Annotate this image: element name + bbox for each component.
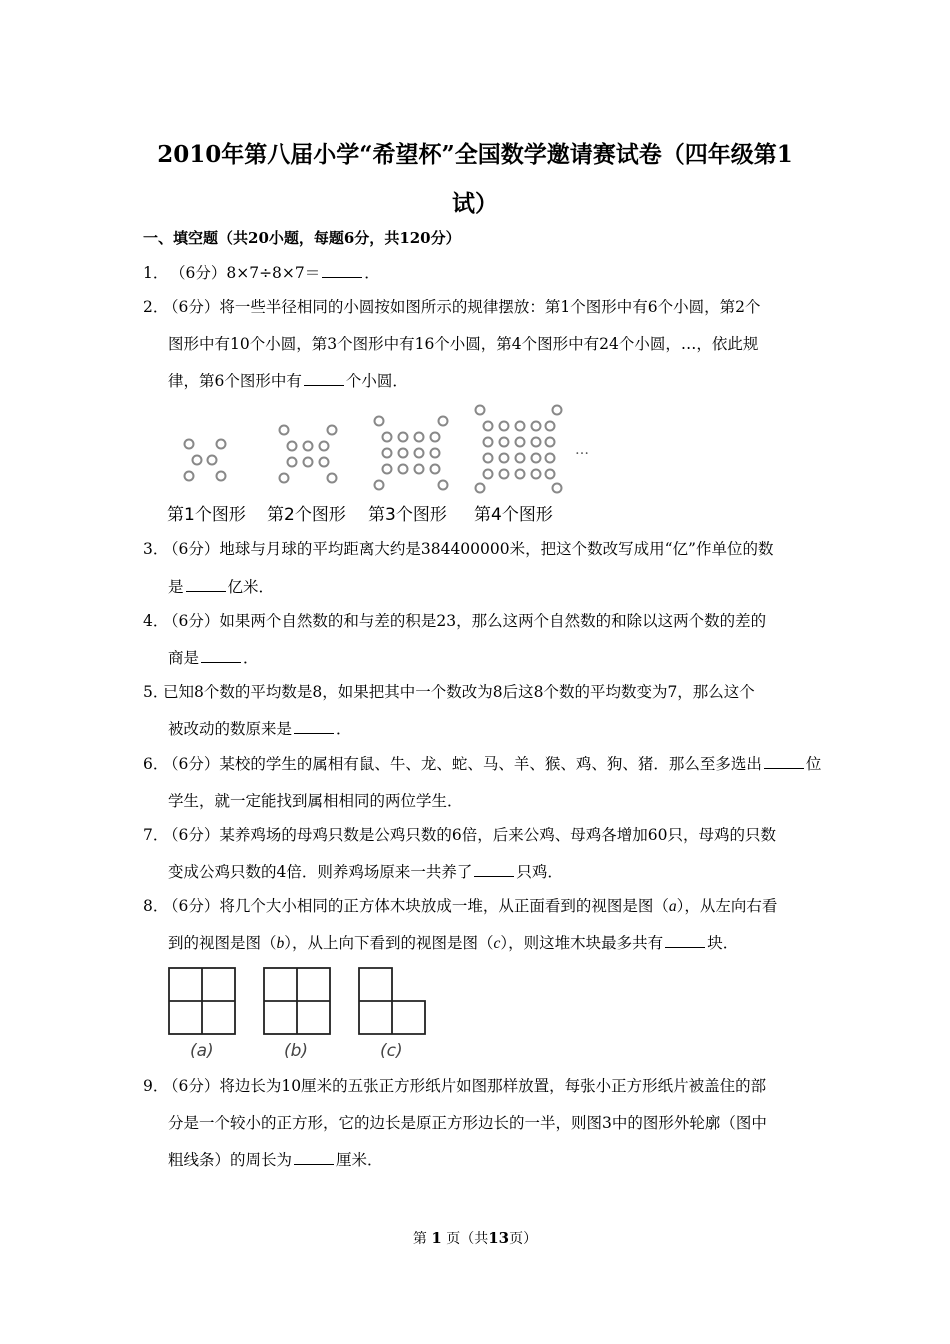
answer-blank (186, 590, 226, 592)
q2-line2: 图形中有10个小圆，第3个图形中有16个小圆，第4个图形中有24个小圆，…，依此规 (168, 335, 759, 353)
q4-line2 (168, 646, 259, 668)
q3-line2-a: 是 (168, 578, 184, 596)
circle-pattern-figure (160, 400, 780, 500)
q7-line2 (168, 860, 563, 882)
q8-line1 (163, 894, 777, 916)
q1-text (170, 261, 380, 283)
q8-line1-b: ），从左向右看 (676, 897, 778, 915)
answer-blank (665, 946, 705, 948)
cube-views-figure (160, 962, 440, 1062)
q8-line2-d: 块． (707, 934, 739, 952)
q8-var-a: a (668, 898, 677, 915)
page-footer (0, 1228, 950, 1248)
q9-line3-a: 粗线条）的周长为 (168, 1151, 293, 1169)
footer-page-number: 1 (431, 1229, 442, 1247)
q8-line1-a: （6分）将几个大小相同的正方体木块放成一堆，从正面看到的视图是图（ (163, 897, 669, 915)
q9-line1: （6分）将边长为10厘米的五张正方形纸片如图那样放置，每张小正方形纸片被盖住的部 (163, 1077, 767, 1095)
footer-total-pages: 13 (488, 1229, 510, 1247)
ellipsis: … (575, 442, 589, 458)
figure-label-1: 第1个图形 (167, 505, 246, 525)
q8-number: 8． (143, 897, 169, 915)
q5-line2 (168, 717, 352, 739)
view-label-a: (a) (190, 1041, 214, 1061)
q8-var-b: b (276, 935, 285, 952)
answer-blank (322, 276, 362, 278)
answer-blank (294, 1163, 334, 1165)
q4-line2-b: ． (243, 649, 259, 667)
q3-number: 3． (143, 540, 169, 558)
q5-line2-b: ． (336, 720, 352, 738)
answer-blank (304, 384, 344, 386)
q7-line1: （6分）某养鸡场的母鸡只数是公鸡只数的6倍，后来公鸡、母鸡各增加60只，母鸡的只数 (163, 826, 776, 844)
q7-line2-b: 只鸡． (516, 863, 563, 881)
q3-line2-b: 亿米． (227, 578, 275, 596)
q7-line2-a: 变成公鸡只数的4倍．则养鸡场原来一共养了 (168, 863, 473, 881)
q6-number: 6． (143, 755, 169, 773)
q6-line1 (163, 752, 821, 774)
q2-line3-b: 个小圆． (345, 372, 408, 390)
q9-line3 (168, 1148, 383, 1170)
q4-line1: （6分）如果两个自然数的和与差的积是23，那么这两个自然数的和除以这两个数的差的 (163, 612, 767, 630)
figure-label-3: 第3个图形 (368, 505, 447, 525)
answer-blank (294, 732, 334, 734)
q2-line3-a: 律，第6个图形中有 (168, 372, 302, 390)
q6-line1-a: （6分）某校的学生的属相有鼠、牛、龙、蛇、马、羊、猴、鸡、狗、猪．那么至多选出 (163, 755, 762, 773)
footer-prefix: 第 (412, 1231, 427, 1247)
figure-label-4: 第4个图形 (474, 505, 553, 525)
view-label-c: (c) (380, 1041, 403, 1061)
q7-number: 7． (143, 826, 169, 844)
answer-blank (764, 767, 804, 769)
view-label-b: (b) (284, 1041, 309, 1061)
q2-line1: （6分）将一些半径相同的小圆按如图所示的规律摆放：第1个图形中有6个小圆，第2个 (163, 298, 761, 316)
q3-line1: （6分）地球与月球的平均距离大约是384400000米，把这个数改写成用“亿”作单位的数 (163, 540, 774, 558)
footer-mid: 页（共 (446, 1231, 489, 1247)
q8-line2 (168, 931, 738, 953)
q6-line2: 学生，就一定能找到属相相同的两位学生． (168, 792, 463, 810)
q1-number: 1． (143, 264, 169, 282)
q8-var-c: c (493, 935, 501, 952)
page-title-line2: 试） (452, 190, 498, 217)
section-heading: 一、填空题（共20小题，每题6分，共120分） (143, 229, 461, 247)
q5-line2-a: 被改动的数原来是 (168, 720, 293, 738)
page-title-line1: 2010年第八届小学“希望杯”全国数学邀请赛试卷（四年级第1 (157, 141, 793, 168)
q9-number: 9． (143, 1077, 169, 1095)
q8-line2-b: ），从上向下看到的视图是图（ (284, 934, 494, 952)
q5-line1: 已知8个数的平均数是8，如果把其中一个数改为8后这8个数的平均数变为7，那么这个 (163, 683, 755, 701)
q2-line3 (168, 369, 408, 391)
q9-line3-b: 厘米． (336, 1151, 383, 1169)
footer-suffix: 页） (509, 1231, 538, 1247)
q4-number: 4． (143, 612, 169, 630)
q1-tail: ． (364, 264, 380, 282)
q3-line2 (168, 575, 274, 597)
q1-stem: （6分）8×7÷8×7＝ (170, 264, 321, 282)
q6-line1-b: 位 (805, 755, 822, 773)
q8-line2-c: ），则这堆木块最多共有 (500, 934, 664, 952)
q9-line2: 分是一个较小的正方形，它的边长是原正方形边长的一半，则图3中的图形外轮廓（图中 (168, 1114, 767, 1132)
answer-blank (201, 661, 241, 663)
q5-number: 5． (143, 683, 169, 701)
figure-label-2: 第2个图形 (267, 505, 346, 525)
q2-number: 2． (143, 298, 169, 316)
answer-blank (474, 875, 514, 877)
q4-line2-a: 商是 (168, 649, 200, 667)
q8-line2-a: 到的视图是图（ (168, 934, 277, 952)
